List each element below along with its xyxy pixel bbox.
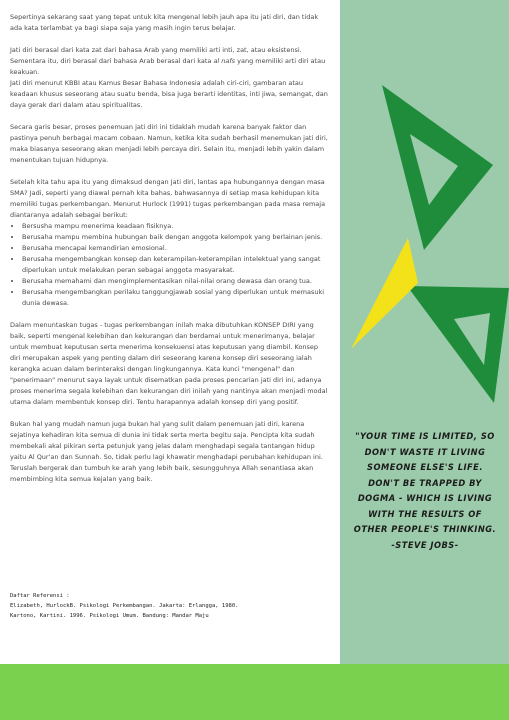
lower-green-triangle — [407, 286, 509, 403]
list-item: • Berusaha memahami dan mengimplementasikan nilai-nilai orang dewasa dan orang tua. — [22, 276, 328, 287]
definition-text: Jati diri berasal dari kata zat dari bahasa Arab yang memiliki arti inti, zat, atau eksistensi. Sementara itu, diri berasal dari bahasa Arab berasal dari kata — [10, 46, 302, 65]
references-heading: Daftar Referensi : — [10, 593, 70, 599]
definition-kbbi: Jati diri menurut KBBI atau Kamus Besar Bahasa Indonesia adalah ciri-ciri, gambaran atau keadaan khusus seseorang atau suatu benda, bisa juga berarti identitas, inti jiwa, semangat, dan daya gerak dari dalam atau spiritualitas. — [10, 79, 328, 109]
definition-italic-term: al nafs — [213, 57, 236, 65]
paragraph-closing: Bukan hal yang mudah namun juga bukan hal yang sulit dalam penemuan jati diri, karena sejatinya kehadiran kita semua di dunia ini tidak serta merta begitu saja. Pencipta kita sudah membekali akal pikiran serta petunjuk yang jelas dalam menghadapi segala tantangan hidup yaitu Al Qur'an dan Sunnah. So, tidak perlu lagi khawatir menghadapi perubahan kehidupan ini. Teruslah bergerak dan tumbuh ke arah yang lebih baik, sesungguhnya Allah senantiasa akan membimbing kita semua kejalan yang baik. — [10, 420, 323, 483]
decorative-triangles — [340, 0, 509, 664]
reference-item: Elizabeth, HurlockB. Psikologi Perkembangan. Jakarta: Erlangga, 1980. — [10, 603, 239, 609]
paragraph-intro: Sepertinya sekarang saat yang tepat untuk kita mengenal lebih jauh apa itu jati diri, dan tidak ada kata terlambat ya bagi siapa saja yang masih ingin terus belajar. — [10, 13, 319, 32]
list-item: • Berusaha mencapai kemandirian emosional. — [22, 243, 328, 254]
development-task-list — [10, 221, 328, 309]
quote-author: -STEVE JOBS- — [391, 539, 459, 551]
list-item: • Berusaha mengembangkan perilaku tanggungjawab sosial yang diperlukan untuk memasuki dunia dewasa. — [22, 287, 328, 309]
bottom-bar — [0, 664, 509, 720]
paragraph-definition — [10, 45, 328, 111]
references — [10, 591, 340, 621]
list-item: • Berusaha mengembangkan konsep dan keterampilan-keterampilan intelektual yang sangat diperlukan untuk melakukan peran sebagai anggota masyarakat. — [22, 254, 328, 276]
reference-item: Kartono, Kartini. 1996. Psikologi Umum. Bandung: Mandar Maju — [10, 613, 209, 619]
quote-text: "YOUR TIME IS LIMITED, SO DON'T WASTE IT LIVING SOMEONE ELSE'S LIFE. DON'T BE TRAPPED BY DOGMA - WHICH IS LIVING WITH THE RESULTS OF OTHER PEOPLE'S THINKING. — [353, 431, 497, 535]
paragraph-sma: Setelah kita tahu apa itu yang dimaksud dengan Jati diri, lantas apa hubungannya dengan masa SMA? Jadi, seperti yang diawal pernah kita bahas, bahwasannya di setiap masa kehidupan kita memiliki tugas perkembangan. Menurut Hurlock (1991) tugas perkembangan pada masa remaja diantaranya adalah sebagai berikut: — [10, 178, 326, 219]
paragraph-process: Secara garis besar, proses penemuan jati diri ini tidaklah mudah karena banyak faktor dan pastinya penuh berbagai macam cobaan. Namun, ketika kita sudah berhasil menemukan jati diri, maka biasanya seseorang akan menjadi lebih percaya diri. Selain itu, menjadi lebih yakin dalam menentukan tujuan hidupnya. — [10, 123, 328, 164]
yellow-triangle — [351, 238, 418, 349]
quote-block — [352, 429, 498, 553]
paragraph-konsep-diri: Dalam menuntaskan tugas - tugas perkembangan inilah maka dibutuhkan KONSEP DIRI yang baik, seperti mengenal kelebihan dan kekurangan dan berdamai untuk menerimanya, belajar untuk membuat keputusan serta menerima konsekuensi atas keputusan yang diambil. Konsep diri merupakan aspek yang penting dalam diri seseorang karena konsep diri seseorang ialah kerangka acuan dalam berinteraksi dengan lingkungannya. Kata kunci "mengenal" dan "penerimaan" menurut saya layak untuk disematkan pada proses pencarian jati diri ini, adanya proses menerima segala kelebihan dan kekurangan diri inilah yang nantinya akan menjadi modal utama dalam membentuk konsep diri. Tentu harapannya adalah konsep diri yang positif. — [10, 321, 328, 406]
list-item: • Bersusha mampu menerima keadaan fisiknya. — [22, 221, 328, 232]
list-item: • Berusaha mampu membina hubungan baik dengan anggota kelompok yang berlainan jenis. — [22, 232, 328, 243]
definition-text-end: yang memiliki arti diri atau keakuan. — [10, 57, 326, 76]
article-body — [10, 12, 328, 485]
